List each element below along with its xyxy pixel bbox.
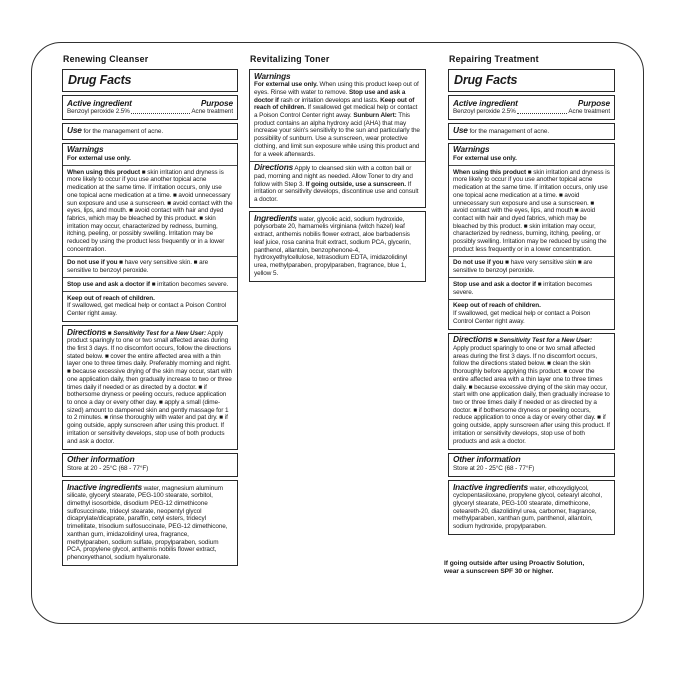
cleanser-drug-facts-header bbox=[62, 69, 238, 92]
purpose-label: Purpose bbox=[577, 98, 610, 108]
toner-title: Revitalizing Toner bbox=[250, 54, 330, 64]
cleanser-inactive-ingredients-box bbox=[62, 480, 238, 566]
active-ingredient-label: Active ingredient bbox=[67, 98, 132, 108]
toner-warnings-text: Warnings For external use only. When using this product keep out of eyes. Rinse with water to remove. Stop use and ask a doctor if rash or irritation develops and lasts. Keep out of reach of children. If swallowed get medical help or contact a Poison Control Center right away. Sunburn Alert: This product contains an alpha hydroxy acid (AHA) that may increase your skin's sensitivity to the sun and particularly the possibility of sunburn. Use a sunscreen, wear protective clothing, and limit sun exposure while using this product and for a week afterwards. bbox=[254, 70, 420, 158]
treatment-title: Repairing Treatment bbox=[449, 54, 539, 64]
treatment-warnings-box bbox=[448, 143, 615, 330]
cleanser-column bbox=[62, 54, 238, 569]
stop-use-text: Stop use and ask a doctor if ■ irritation becomes severe. bbox=[453, 280, 593, 296]
other-information-text: Other information Store at 20 - 25°C (68 - 77°F) bbox=[67, 454, 149, 472]
treatment-drug-facts-header bbox=[448, 69, 615, 92]
cleanser-other-information-box bbox=[62, 453, 238, 477]
treatment-column bbox=[448, 54, 615, 538]
active-ingredient-header-row bbox=[67, 98, 233, 108]
keep-out-text: Keep out of reach of children. If swallowed, get medical help or contact a Poison Control Center right away. bbox=[453, 302, 591, 325]
section-divider bbox=[63, 165, 237, 166]
keep-out-text: Keep out of reach of children. If swallowed, get medical help or contact a Poison Control Center right away. bbox=[67, 294, 227, 317]
dotted-leader bbox=[517, 113, 568, 114]
treatment-use-box bbox=[448, 123, 615, 140]
purpose-value: Acne treatment bbox=[568, 108, 610, 115]
use-text: Use for the management of acne. bbox=[453, 124, 550, 135]
purpose-value: Acne treatment bbox=[191, 108, 233, 115]
do-not-use-text: Do not use if you ■ have very sensitive skin. ■ are sensitive to benzoyl peroxide. bbox=[67, 259, 209, 275]
toner-column bbox=[249, 54, 426, 285]
dotted-leader bbox=[131, 113, 191, 114]
toner-warnings-directions-box bbox=[249, 69, 426, 208]
active-ingredient-value: Benzoyl peroxide 2.5% bbox=[453, 108, 516, 115]
section-divider bbox=[449, 165, 614, 166]
section-divider bbox=[63, 277, 237, 278]
directions-text: Directions ■ Sensitivity Test for a New User: Apply product sparingly to one or two small affected areas during the first 3 days. If no discomfort occurs, follow the directions stated below. ■ clean the skin thoroughly before applying this product. ■ cover the entire affected area with a thin layer one to three times daily. ■ because excessive drying of the skin may occur, start with one application daily, then gradually increase to two or three times daily if needed or as directed by a doctor. ■ if bothersome dryness or peeling occurs, reduce application to once a day or every other day. ■ if going outside, apply sunscreen after using this product. If irritation or sensitivity develops, stop use of both products and ask a doctor. bbox=[453, 334, 610, 445]
sunscreen-footnote: If going outside after using Proactiv Solution, wear a sunscreen SPF 30 or higher. bbox=[444, 560, 585, 576]
inactive-ingredients-text: Inactive ingredients water, magnesium aluminum silicate, glyceryl stearate, PEG-100 stearate, sorbitol, dimethyl isosorbide, disodium PEG-12 dimethicone sulfosuccinate, tridecyl stearate, neopentyl glycol dicaprylate/dicaprate, paraffin, cetyl esters, tridecyl trimellitate, trisodium sulfosuccinate, PEG-12 dimethicone, xanthan gum, imidazolidinyl urea, fragrance, methylparaben, sodium sulfate, propylparaben, sodium PCA, propylene glycol, anthemis nobilis flower extract, phenoxyethanol, sodium hyaluronate. bbox=[67, 481, 228, 561]
active-ingredient-value: Benzoyl peroxide 2.5% bbox=[67, 108, 130, 115]
use-text: Use for the management of acne. bbox=[67, 124, 164, 135]
warnings-heading: Warnings For external use only. bbox=[67, 144, 131, 162]
stop-use-text: Stop use and ask a doctor if ■ irritation becomes severe. bbox=[67, 280, 229, 288]
active-ingredient-value-row bbox=[67, 108, 233, 116]
cleanser-directions-box bbox=[62, 325, 238, 450]
toner-directions-text: Directions Apply to cleansed skin with a cotton ball or pad, morning and night as needed. Allow Toner to dry and follow with Step 3. If going outside, use a sunscreen. If irritation or sensitivity develops, discontinue use and consult a doctor. bbox=[254, 162, 419, 204]
treatment-active-ingredient-box bbox=[448, 95, 615, 121]
cleanser-use-box bbox=[62, 123, 238, 140]
when-using-text: When using this product ■ skin irritation and dryness is more likely to occur if you use another topical acne medication at the same time. If irritation occurs, only use one topical acne medication at a time. ■ avoid unnecessary sun exposure and use a sunscreen. ■ avoid contact with the eyes, lips, and mouth. ■ avoid contact with hair and dyed fabrics, which may be bleached by this product. ■ skin irritation may occur, characterized by redness, burning, itching, peeling, or possibly swelling. Irritation may be reduced by using the product less frequently or in a lower concentration. bbox=[67, 168, 233, 253]
toner-ingredients-box bbox=[249, 211, 426, 282]
cleanser-active-ingredient-box bbox=[62, 95, 238, 121]
active-ingredient-header-row bbox=[453, 98, 610, 108]
treatment-inactive-ingredients-box bbox=[448, 480, 615, 535]
section-divider bbox=[63, 256, 237, 257]
active-ingredient-value-row bbox=[453, 108, 610, 116]
cleanser-warnings-box bbox=[62, 143, 238, 322]
section-divider bbox=[449, 299, 614, 300]
section-divider bbox=[449, 256, 614, 257]
label-sheet bbox=[31, 42, 644, 624]
section-divider bbox=[63, 291, 237, 292]
treatment-other-information-box bbox=[448, 453, 615, 477]
directions-text: Directions ■ Sensitivity Test for a New User: Apply product sparingly to one or two small affected areas during the first 3 days. If no discomfort occurs, follow the directions stated below. ■ cover the entire affected area with a thin layer one to three times daily. Preferably morning and night. ■ because excessive drying of the skin may occur, start with one application daily, then gradually increase to two or three times daily if needed or as directed by a doctor. ■ if bothersome dryness or peeling occurs, reduce application to once a day or every other day. ■ apply a small (dime-sized) amount to dampened skin and gently massage for 1 to 2 minutes. ■ rinse thoroughly with water and pat dry. ■ if going outside, apply sunscreen after using this product. If irritation or sensitivity develops, stop use of both products and ask a doctor. bbox=[67, 326, 232, 445]
warnings-heading: Warnings For external use only. bbox=[453, 144, 517, 162]
treatment-directions-box bbox=[448, 333, 615, 450]
section-divider bbox=[449, 277, 614, 278]
inactive-ingredients-text: Inactive ingredients water, ethoxydiglycol, cyclopentasiloxane, propylene glycol, cetearyl alcohol, glyceryl stearate, PEG-100 stearate, dimethicone, ceteareth-20, diazolidinyl urea, carbomer, fragrance, methylparaben, xanthan gum, panthenol, allantoin, sodium hydroxide, propylparaben. bbox=[453, 481, 603, 531]
drug-facts-heading: Drug Facts bbox=[454, 72, 518, 87]
active-ingredient-label: Active ingredient bbox=[453, 98, 518, 108]
toner-ingredients-text: Ingredients water, glycolic acid, sodium hydroxide, polysorbate 20, hamamelis virginiana (witch hazel) leaf extract, anthemis nobilis flower extract, aloe barbadensis leaf juice, rosa canina fruit extract, sodium PCA, glycerin, panthenol, allantoin, benzophenone-4, hydroxyethylcellulose, tetrasodium EDTA, imidazolidinyl urea, methylparaben, propylparaben, fragrance, blue 1, yellow 5. bbox=[254, 212, 411, 277]
when-using-text: When using this product ■ skin irritation and dryness is more likely to occur if you use another topical acne medication at the same time. If irritation occurs, only use one topical acne medication at a time. ■ avoid unnecessary sun exposure and use a sunscreen. ■ avoid contact with the eyes, lips, and mouth ■ avoid contact with hair and dyed fabrics, which may be bleached by this product. ■ skin irritation may occur, characterized by redness, burning, itching, peeling, or possibly swelling. Irritation may be reduced by using the product less frequently or in a lower concentration. bbox=[453, 168, 610, 253]
drug-facts-heading: Drug Facts bbox=[68, 72, 132, 87]
do-not-use-text: Do not use if you ■ have very sensitive skin ■ are sensitive to benzoyl peroxide. bbox=[453, 259, 593, 275]
cleanser-title: Renewing Cleanser bbox=[63, 54, 149, 64]
other-information-text: Other information Store at 20 - 25°C (68 - 77°F) bbox=[453, 454, 535, 472]
purpose-label: Purpose bbox=[200, 98, 233, 108]
